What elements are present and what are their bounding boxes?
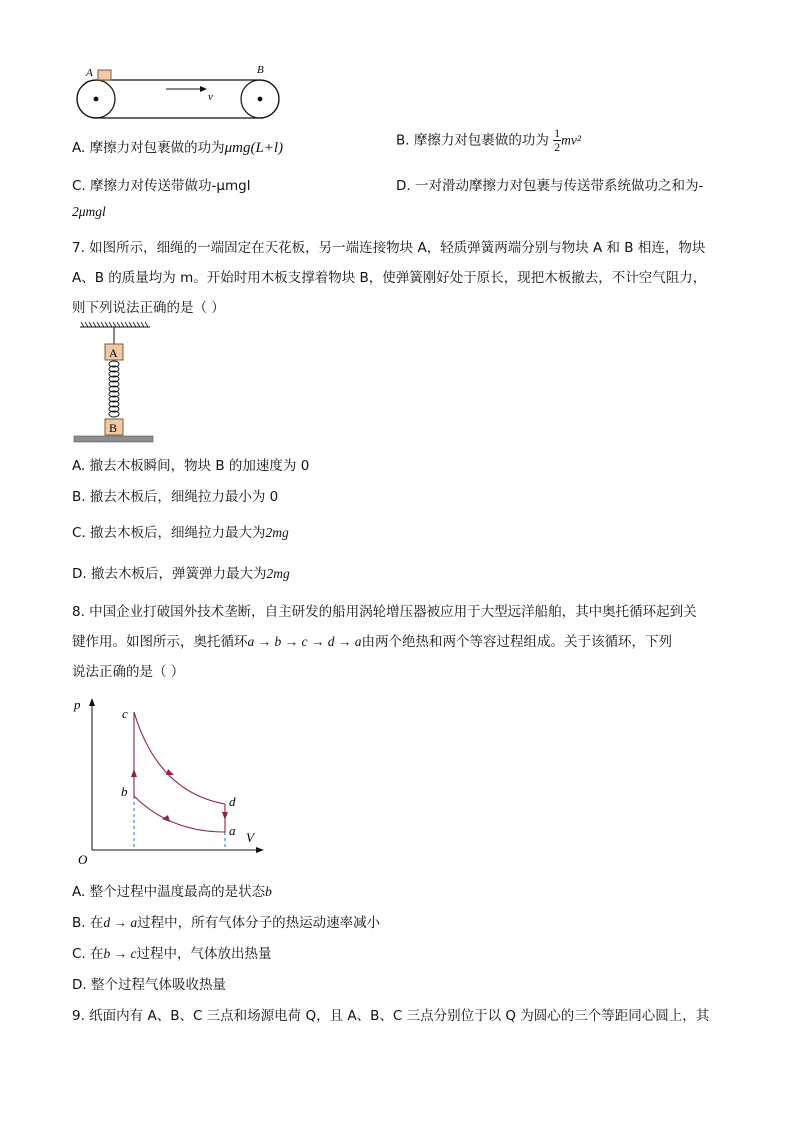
arrow-d-a — [222, 812, 228, 820]
process-c-to-d — [134, 712, 225, 804]
q6-option-B: B. 摩擦力对包裹做的功为 $\frac{1}{2}$ mv² — [396, 126, 581, 154]
arrow-b-c — [131, 769, 137, 777]
q8-option-D: D. 整个过程气体吸收热量 — [72, 977, 226, 993]
q6-option-D-line1: D. 一对滑动摩擦力对包裹与传送带系统做功之和为- — [396, 178, 704, 194]
q8-stem-line1: 8. 中国企业打破国外技术垄断，自主研发的船用涡轮增压器被应用于大型远洋船舶，其中奥托循环起到关 — [72, 604, 697, 620]
arrow-c-d — [166, 769, 174, 775]
state-c-label: c — [122, 706, 128, 721]
process-a-to-b — [134, 796, 225, 832]
ceiling-hatch — [81, 322, 148, 327]
q8-option-B: B. 在d → a过程中，所有气体分子的热运动速率减小 — [72, 915, 381, 931]
package-block — [98, 70, 111, 80]
axis-V-label: V — [246, 830, 254, 845]
label-v: v — [208, 91, 213, 103]
q8-stem-line3: 说法正确的是（ ） — [72, 664, 185, 680]
block-B-label: B — [109, 421, 118, 435]
state-b-label: b — [121, 784, 128, 799]
block-A-label: A — [109, 346, 118, 360]
q7-option-A: A. 撤去木板瞬间，物块 B 的加速度为 0 — [72, 458, 310, 474]
q7-option-D: D. 撤去木板后，弹簧弹力最大为2mg — [72, 566, 290, 582]
q6-option-A: A. 摩擦力对包裹做的功为μmg(L+l) — [72, 140, 284, 156]
q6-option-C: C. 摩擦力对传送带做功-μmgl — [72, 178, 251, 194]
wooden-board — [74, 436, 153, 442]
label-B: B — [257, 64, 264, 76]
q7-stem-line1: 7. 如图所示，细绳的一端固定在天花板，另一端连接物块 A，轻质弹簧两端分别与物块 A 和 B 相连，物块 — [72, 240, 706, 256]
spring — [109, 361, 119, 417]
q8-option-A: A. 整个过程中温度最高的是状态b — [72, 884, 272, 900]
axis-p-label: p — [74, 697, 81, 712]
state-a-label: a — [229, 823, 236, 838]
q7-option-C: C. 撤去木板后，细绳拉力最大为2mg — [72, 525, 289, 541]
q7-stem-line2: A、B 的质量均为 m。开始时用木板支撑着物块 B，使弹簧刚好处于原长，现把木板撤去，不计空气阻力， — [72, 270, 707, 286]
otto-cycle-pv-diagram — [70, 692, 270, 864]
q8-option-C: C. 在b → c过程中，气体放出热量 — [72, 946, 272, 962]
conveyor-belt-figure — [70, 60, 290, 126]
arrow-a-b — [162, 815, 170, 822]
state-d-label: d — [229, 794, 236, 809]
q6-option-D-line2: 2μmgl — [72, 204, 106, 219]
q7-option-B: B. 撤去木板后，细绳拉力最小为 0 — [72, 489, 279, 505]
q9-stem-line1: 9. 纸面内有 A、B、C 三点和场源电荷 Q，且 A、B、C 三点分别位于以 Q 为圆心的三个等距同心圆上，其 — [72, 1008, 710, 1024]
q8-stem-line2: 键作用。如图所示，奥托循环a → b → c → d → a由两个绝热和两个等容过程组成。关于该循环，下列 — [72, 634, 672, 650]
q7-stem-line3: 则下列说法正确的是（ ） — [72, 300, 225, 316]
origin-label: O — [78, 852, 88, 864]
label-A: A — [86, 67, 93, 79]
spring-block-figure — [70, 320, 160, 446]
